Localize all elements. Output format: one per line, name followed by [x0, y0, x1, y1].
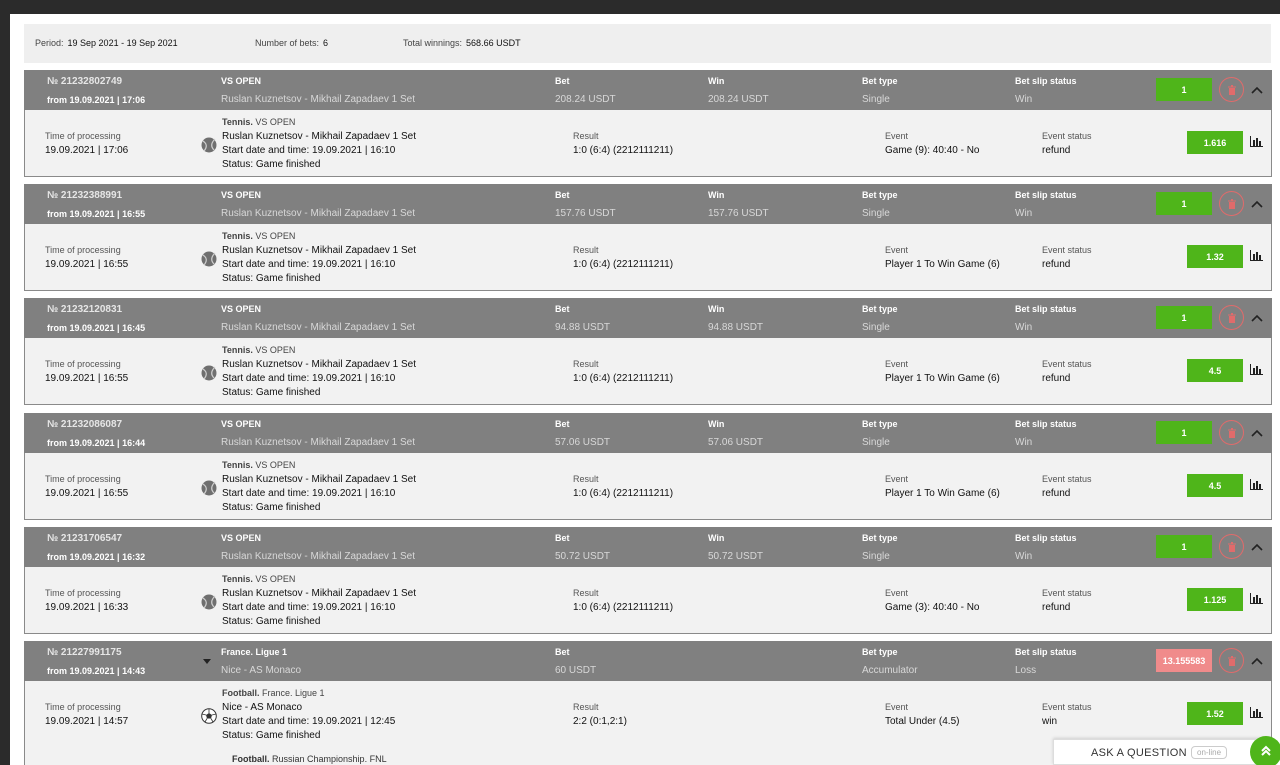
- bet-match: Ruslan Kuznetsov - Mikhail Zapadaev 1 Set: [221, 322, 415, 333]
- bet-header[interactable]: [24, 70, 1272, 110]
- online-badge: on-line: [1191, 746, 1227, 759]
- event-match: Ruslan Kuznetsov - Mikhail Zapadaev 1 Set: [222, 588, 416, 599]
- chevron-up-icon[interactable]: [1250, 654, 1264, 668]
- bet-type: Single: [862, 322, 890, 333]
- bet-amount: 50.72 USDT: [555, 551, 611, 562]
- result-value: 2:2 (0:1,2:1): [573, 716, 627, 727]
- odds-button[interactable]: 1.125: [1187, 588, 1243, 611]
- bet-match: Ruslan Kuznetsov - Mikhail Zapadaev 1 Set: [221, 437, 415, 448]
- bet-type-label: Bet type: [862, 76, 898, 86]
- bet-details: [24, 338, 1272, 405]
- bet-header[interactable]: [24, 184, 1272, 224]
- trash-icon: [1227, 199, 1237, 209]
- result-label: Result: [573, 702, 599, 712]
- processing-label: Time of processing: [45, 131, 121, 141]
- bet-header[interactable]: [24, 641, 1272, 681]
- event-status: refund: [1042, 259, 1071, 270]
- event-label: Event: [885, 359, 909, 369]
- sport-league: VS OPEN: [255, 117, 296, 127]
- win-label: Win: [708, 304, 725, 314]
- event-status: refund: [1042, 602, 1071, 613]
- trash-icon: [1227, 313, 1237, 323]
- bet-card: [24, 527, 1272, 634]
- result-value: 1:0 (6:4) (2212111211): [573, 602, 674, 613]
- event-status-label: Event status: [1042, 245, 1092, 255]
- event-status-label: Event status: [1042, 359, 1092, 369]
- bet-card: [24, 184, 1272, 291]
- event-value: Game (3): 40:40 - No: [885, 602, 980, 613]
- result-label: Result: [573, 131, 599, 141]
- chevron-up-icon[interactable]: [1250, 311, 1264, 325]
- bet-amount-label: Bet: [555, 647, 570, 657]
- double-chevron-up-icon: [1259, 744, 1273, 758]
- slip-status: Win: [1015, 551, 1033, 562]
- result-value: 1:0 (6:4) (2212111211): [573, 145, 674, 156]
- stats-chart-icon[interactable]: [1250, 479, 1263, 490]
- slip-status: Loss: [1015, 665, 1037, 676]
- processing-label: Time of processing: [45, 474, 121, 484]
- slip-status: Win: [1015, 437, 1033, 448]
- sport-league: France. Ligue 1: [262, 688, 325, 698]
- slip-status-label: Bet slip status: [1015, 304, 1077, 314]
- trash-icon: [1227, 428, 1237, 438]
- start-time: Start date and time: 19.09.2021 | 16:10: [222, 145, 396, 156]
- tennis-ball-icon: [201, 251, 217, 267]
- event-label: Event: [885, 588, 909, 598]
- chevron-up-icon[interactable]: [1250, 426, 1264, 440]
- bet-amount-label: Bet: [555, 419, 570, 429]
- sport-name: Tennis.: [222, 460, 253, 470]
- period-value: 19 Sep 2021 - 19 Sep 2021: [67, 38, 178, 48]
- bet-type-label: Bet type: [862, 533, 898, 543]
- chevron-up-icon[interactable]: [1250, 83, 1264, 97]
- sport-name: Tennis.: [222, 574, 253, 584]
- bet-details: [24, 681, 1272, 748]
- event-match: Ruslan Kuznetsov - Mikhail Zapadaev 1 Set: [222, 359, 416, 370]
- bet-header[interactable]: [24, 413, 1272, 453]
- slip-status-label: Bet slip status: [1015, 419, 1077, 429]
- win-amount: 94.88 USDT: [708, 322, 764, 333]
- win-amount: 208.24 USDT: [708, 94, 769, 105]
- soccer-ball-icon: [201, 708, 217, 724]
- start-time: Start date and time: 19.09.2021 | 16:10: [222, 602, 396, 613]
- win-label: Win: [708, 419, 725, 429]
- bet-number: № 21227991175: [47, 647, 122, 658]
- processing-time: 19.09.2021 | 16:55: [45, 259, 129, 270]
- bet-details: [24, 567, 1272, 634]
- total-coef-button[interactable]: 13.155583: [1156, 649, 1212, 672]
- history-summary: [24, 24, 1271, 63]
- win-label: Win: [708, 190, 725, 200]
- stats-chart-icon[interactable]: [1250, 593, 1263, 604]
- bets-count-value: 6: [323, 38, 329, 48]
- chevron-up-icon[interactable]: [1250, 197, 1264, 211]
- bet-type-label: Bet type: [862, 647, 898, 657]
- result-label: Result: [573, 245, 599, 255]
- delete-bet-button[interactable]: [1219, 534, 1244, 559]
- event-status-label: Event status: [1042, 474, 1092, 484]
- processing-label: Time of processing: [45, 359, 121, 369]
- trash-icon: [1227, 656, 1237, 666]
- bet-card: [24, 298, 1272, 405]
- bet-match: Ruslan Kuznetsov - Mikhail Zapadaev 1 Set: [221, 208, 415, 219]
- win-amount: 57.06 USDT: [708, 437, 764, 448]
- bet-number: № 21232120831: [47, 304, 123, 315]
- processing-time: 19.09.2021 | 16:55: [45, 373, 129, 384]
- period-label: Period: 19 Sep 2021 - 19 Sep 2021: [35, 38, 178, 48]
- bet-league: VS OPEN: [221, 76, 262, 86]
- event-label: Event: [885, 474, 909, 484]
- win-amount: 157.76 USDT: [708, 208, 769, 219]
- delete-bet-button[interactable]: [1219, 77, 1244, 102]
- win-amount: 50.72 USDT: [708, 551, 764, 562]
- bet-card: [24, 413, 1272, 520]
- odds-button[interactable]: 4.5: [1187, 359, 1243, 382]
- event-value: Game (9): 40:40 - No: [885, 145, 980, 156]
- partial-sport: Football.: [232, 754, 270, 764]
- sport-name: Tennis.: [222, 345, 253, 355]
- slip-status: Win: [1015, 94, 1033, 105]
- delete-bet-button[interactable]: [1219, 305, 1244, 330]
- event-status-label: Event status: [1042, 702, 1092, 712]
- bet-amount: 60 USDT: [555, 665, 597, 676]
- result-label: Result: [573, 474, 599, 484]
- result-value: 1:0 (6:4) (2212111211): [573, 259, 674, 270]
- sport-name: Football.: [222, 688, 260, 698]
- slip-status: Win: [1015, 208, 1033, 219]
- bets-count-label: Number of bets: 6: [255, 38, 329, 48]
- total-winnings-value: 568.66 USDT: [466, 38, 521, 48]
- processing-time: 19.09.2021 | 16:55: [45, 488, 129, 499]
- total-coef-button[interactable]: 1: [1156, 192, 1212, 215]
- sport-league: VS OPEN: [255, 231, 296, 241]
- top-bar: [0, 0, 1280, 14]
- odds-button[interactable]: 4.5: [1187, 474, 1243, 497]
- odds-button[interactable]: 1.32: [1187, 245, 1243, 268]
- total-winnings-label: Total winnings: 568.66 USDT: [403, 38, 521, 48]
- game-status: Status: Game finished: [222, 502, 321, 513]
- bet-number: № 21232388991: [47, 190, 123, 201]
- bet-number: № 21231706547: [47, 533, 123, 544]
- event-match: Ruslan Kuznetsov - Mikhail Zapadaev 1 Set: [222, 474, 416, 485]
- event-label: Event: [885, 131, 909, 141]
- total-coef-button[interactable]: 1: [1156, 78, 1212, 101]
- odds-button[interactable]: 1.616: [1187, 131, 1243, 154]
- bet-type: Accumulator: [862, 665, 918, 676]
- bet-card: [24, 70, 1272, 177]
- tennis-ball-icon: [201, 480, 217, 496]
- slip-status: Win: [1015, 322, 1033, 333]
- sport-league: VS OPEN: [255, 345, 296, 355]
- bet-league: France. Ligue 1: [221, 647, 288, 657]
- game-status: Status: Game finished: [222, 273, 321, 284]
- delete-bet-button[interactable]: [1219, 420, 1244, 445]
- event-value: Player 1 To Win Game (6): [885, 259, 1000, 270]
- win-label: Win: [708, 76, 725, 86]
- bet-number: № 21232802749: [47, 76, 123, 87]
- partial-league: Russian Championship. FNL: [272, 754, 387, 764]
- tennis-ball-icon: [201, 365, 217, 381]
- trash-icon: [1227, 85, 1237, 95]
- event-status-label: Event status: [1042, 131, 1092, 141]
- bet-amount: 157.76 USDT: [555, 208, 616, 219]
- stats-chart-icon[interactable]: [1250, 707, 1263, 718]
- bet-amount-label: Bet: [555, 533, 570, 543]
- event-match: Ruslan Kuznetsov - Mikhail Zapadaev 1 Set: [222, 131, 416, 142]
- bet-amount: 94.88 USDT: [555, 322, 611, 333]
- bet-number: № 21232086087: [47, 419, 123, 430]
- stats-chart-icon[interactable]: [1250, 136, 1263, 147]
- tennis-ball-icon: [201, 594, 217, 610]
- slip-status-label: Bet slip status: [1015, 76, 1077, 86]
- processing-time: 19.09.2021 | 14:57: [45, 716, 129, 727]
- bet-header[interactable]: [24, 527, 1272, 567]
- slip-status-label: Bet slip status: [1015, 190, 1077, 200]
- stats-chart-icon[interactable]: [1250, 364, 1263, 375]
- expand-chat-button[interactable]: [1250, 736, 1280, 765]
- start-time: Start date and time: 19.09.2021 | 16:10: [222, 373, 396, 384]
- slip-status-label: Bet slip status: [1015, 647, 1077, 657]
- bet-card: [24, 641, 1272, 748]
- event-match: Nice - AS Monaco: [222, 702, 303, 713]
- bet-league: VS OPEN: [221, 533, 262, 543]
- bet-date: from 19.09.2021 | 16:44: [47, 438, 146, 448]
- bet-amount-label: Bet: [555, 76, 570, 86]
- odds-button[interactable]: 1.52: [1187, 702, 1243, 725]
- game-status: Status: Game finished: [222, 159, 321, 170]
- bet-amount-label: Bet: [555, 304, 570, 314]
- bet-league: VS OPEN: [221, 190, 262, 200]
- game-status: Status: Game finished: [222, 387, 321, 398]
- win-label: Win: [708, 533, 725, 543]
- bet-details: [24, 224, 1272, 291]
- bet-type-label: Bet type: [862, 419, 898, 429]
- stats-chart-icon[interactable]: [1250, 250, 1263, 261]
- result-value: 1:0 (6:4) (2212111211): [573, 373, 674, 384]
- result-label: Result: [573, 359, 599, 369]
- ask-question-widget[interactable]: [1053, 739, 1271, 765]
- bet-date: from 19.09.2021 | 16:32: [47, 552, 146, 562]
- bet-amount: 208.24 USDT: [555, 94, 616, 105]
- bet-details: [24, 453, 1272, 520]
- game-status: Status: Game finished: [222, 616, 321, 627]
- result-label: Result: [573, 588, 599, 598]
- bet-date: from 19.09.2021 | 16:55: [47, 209, 146, 219]
- sport-name: Tennis.: [222, 231, 253, 241]
- event-match: Ruslan Kuznetsov - Mikhail Zapadaev 1 Set: [222, 245, 416, 256]
- bet-type: Single: [862, 437, 890, 448]
- tennis-ball-icon: [201, 137, 217, 153]
- total-coef-button[interactable]: 1: [1156, 306, 1212, 329]
- bet-details: [24, 110, 1272, 177]
- bet-amount-label: Bet: [555, 190, 570, 200]
- sport-league: VS OPEN: [255, 460, 296, 470]
- bet-date: from 19.09.2021 | 14:43: [47, 666, 146, 676]
- ask-question-label[interactable]: ASK A QUESTION: [1091, 747, 1187, 759]
- start-time: Start date and time: 19.09.2021 | 12:45: [222, 716, 396, 727]
- event-value: Player 1 To Win Game (6): [885, 373, 1000, 384]
- chevron-up-icon[interactable]: [1250, 540, 1264, 554]
- total-coef-button[interactable]: 1: [1156, 535, 1212, 558]
- bet-match: Ruslan Kuznetsov - Mikhail Zapadaev 1 Set: [221, 94, 415, 105]
- event-label: Event: [885, 702, 909, 712]
- bet-match: Ruslan Kuznetsov - Mikhail Zapadaev 1 Set: [221, 551, 415, 562]
- event-status: win: [1042, 716, 1058, 727]
- bet-date: from 19.09.2021 | 16:45: [47, 323, 146, 333]
- bet-league: VS OPEN: [221, 304, 262, 314]
- sport-league: VS OPEN: [255, 574, 296, 584]
- event-status-label: Event status: [1042, 588, 1092, 598]
- delete-bet-button[interactable]: [1219, 191, 1244, 216]
- delete-bet-button[interactable]: [1219, 648, 1244, 673]
- trash-icon: [1227, 542, 1237, 552]
- event-status: refund: [1042, 145, 1071, 156]
- start-time: Start date and time: 19.09.2021 | 16:10: [222, 488, 396, 499]
- processing-label: Time of processing: [45, 588, 121, 598]
- start-time: Start date and time: 19.09.2021 | 16:10: [222, 259, 396, 270]
- bet-amount: 57.06 USDT: [555, 437, 611, 448]
- bet-history-page: [10, 14, 1280, 765]
- event-status: refund: [1042, 373, 1071, 384]
- processing-label: Time of processing: [45, 702, 121, 712]
- processing-time: 19.09.2021 | 17:06: [45, 145, 129, 156]
- processing-time: 19.09.2021 | 16:33: [45, 602, 129, 613]
- bet-type-label: Bet type: [862, 304, 898, 314]
- event-value: Total Under (4.5): [885, 716, 960, 727]
- bet-type: Single: [862, 94, 890, 105]
- result-value: 1:0 (6:4) (2212111211): [573, 488, 674, 499]
- bet-match: Nice - AS Monaco: [221, 665, 302, 676]
- processing-label: Time of processing: [45, 245, 121, 255]
- bet-type: Single: [862, 208, 890, 219]
- event-label: Event: [885, 245, 909, 255]
- caret-down-icon[interactable]: [203, 659, 211, 665]
- game-status: Status: Game finished: [222, 730, 321, 741]
- bet-type: Single: [862, 551, 890, 562]
- bet-header[interactable]: [24, 298, 1272, 338]
- event-value: Player 1 To Win Game (6): [885, 488, 1000, 499]
- bet-type-label: Bet type: [862, 190, 898, 200]
- total-coef-button[interactable]: 1: [1156, 421, 1212, 444]
- slip-status-label: Bet slip status: [1015, 533, 1077, 543]
- event-status: refund: [1042, 488, 1071, 499]
- bet-league: VS OPEN: [221, 419, 262, 429]
- bet-date: from 19.09.2021 | 17:06: [47, 95, 146, 105]
- sport-name: Tennis.: [222, 117, 253, 127]
